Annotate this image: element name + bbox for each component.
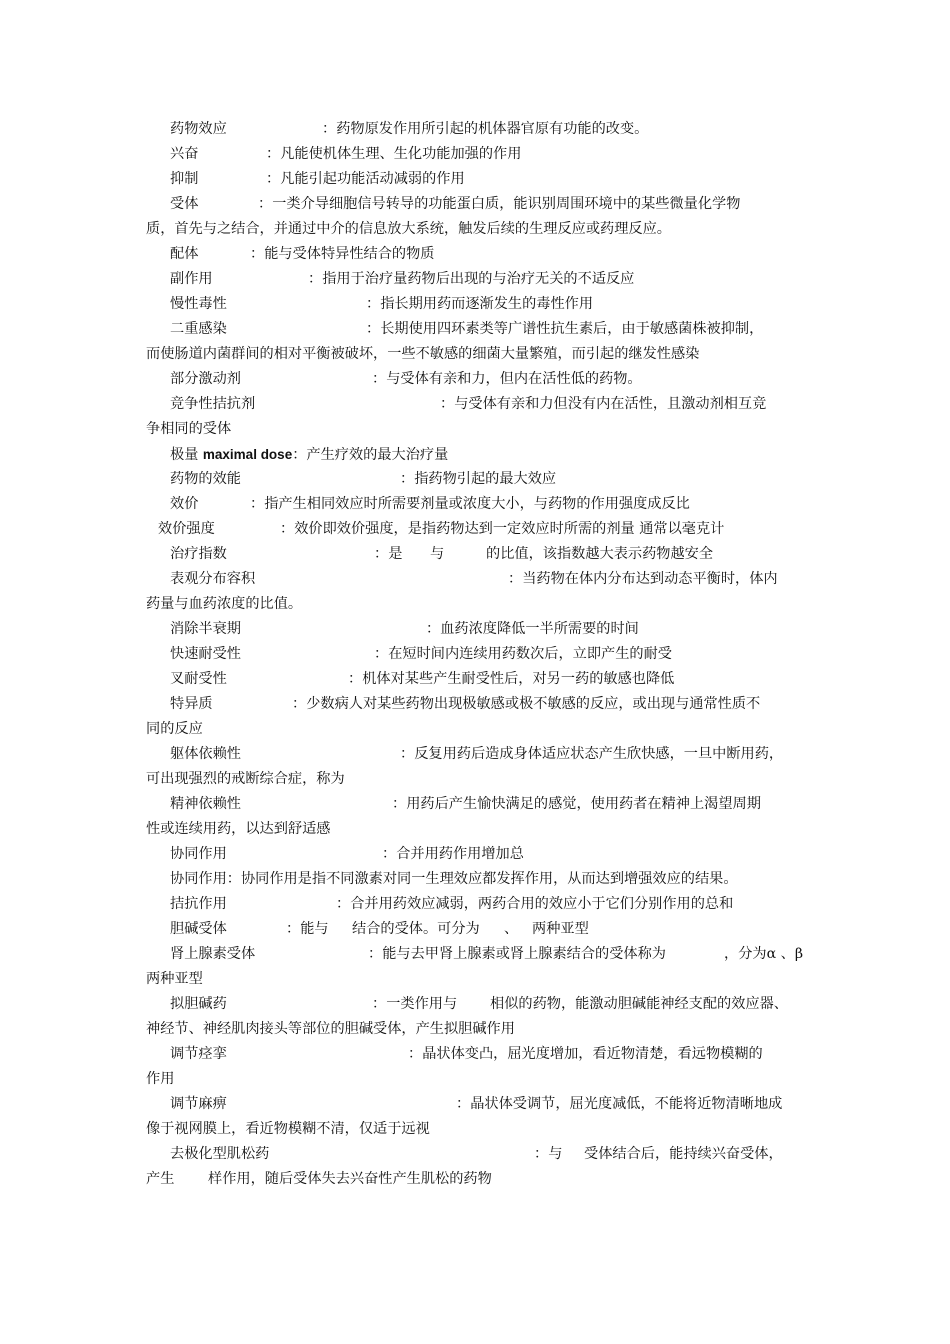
entry-half-life — [146, 617, 810, 642]
definition-continued: 两种亚型 — [146, 971, 203, 987]
definition-continued: 同的反应 — [146, 721, 203, 737]
definition: ：合并用药作用增加总 — [382, 846, 524, 862]
term: 受体 — [170, 196, 199, 212]
entry-accommodation-spasm — [146, 1042, 810, 1092]
term: 拮抗作用 — [170, 896, 227, 912]
definition: ：指用于治疗量药物后出现的与治疗无关的不适反应 — [308, 271, 635, 287]
definition: ：机体对某些产生耐受性后，对另一药的敏感也降低 — [348, 671, 675, 687]
entry-efficacy — [146, 467, 810, 492]
definition: ：用药后产生愉快满足的感觉，使用药者在精神上渴望周期 — [392, 796, 761, 812]
entry-tachyphylaxis — [146, 642, 810, 667]
definition: ：指药物引起的最大效应 — [400, 471, 557, 487]
entry-physical-dependence — [146, 742, 810, 792]
definition-continued: 质，首先与之结合，并通过中介的信息放大系统，触发后续的生理反应或药理反应。 — [146, 221, 671, 237]
term: 二重感染 — [170, 321, 227, 337]
entry-partial-agonist — [146, 367, 810, 392]
definition-continued: 像于视网膜上，看近物模糊不清，仅适于远视 — [146, 1121, 430, 1137]
term: 肾上腺素受体 — [170, 946, 256, 962]
definition: ：与受体有亲和力但没有内在活性，且激动剂相互竞 — [440, 396, 767, 412]
definition-continued: 可出现强烈的戒断综合症，称为 — [146, 771, 345, 787]
entry-therapeutic-index: 治疗指数 ：是 与 的比值，该指数越大表示药物越安全 — [146, 542, 810, 567]
definition: ：产生疗效的最大治疗量 — [292, 447, 449, 463]
definition: ：效价即效价强度，是指药物达到一定效应时所需的剂量 通常以毫克计 — [280, 521, 725, 537]
term: 药物的效能 — [170, 471, 241, 487]
definition-continued: 而使肠道内菌群间的相对平衡被破坏，一些不敏感的细菌大量繁殖，而引起的继发性感染 — [146, 346, 700, 362]
definition: ：指产生相同效应时所需要剂量或浓度大小，与药物的作用强度成反比 — [250, 496, 690, 512]
term: 部分激动剂 — [170, 371, 241, 387]
term: 效价 — [170, 496, 199, 512]
entry-antagonism — [146, 892, 810, 917]
entry-psychic-dependence — [146, 792, 810, 842]
entry-synergism-2: 协同作用：协同作用是指不同激素对同一生理效应都发挥作用，从而达到增强效应的结果。 — [170, 871, 738, 887]
entry-drug-effect — [146, 117, 810, 142]
term: 治疗指数 — [170, 546, 227, 562]
definition: ：长期使用四环素类等广谱性抗生素后，由于敏感菌株被抑制， — [366, 321, 764, 337]
term: 快速耐受性 — [170, 646, 241, 662]
entry-idiosyncrasy — [146, 692, 810, 742]
term: 配体 — [170, 246, 199, 262]
term: 副作用 — [170, 271, 213, 287]
entry-accommodation-paralysis — [146, 1092, 810, 1142]
entry-depolarizing-relaxant: 去极化型肌松药 ：与 受体结合后，能持续兴奋受体， 产生 样作用，随后受体失去兴奋性产生肌松的药物 — [146, 1142, 810, 1192]
entry-side-effect — [146, 267, 810, 292]
term-english: maximal dose — [202, 447, 293, 462]
term: 叉耐受性 — [170, 671, 227, 687]
entry-excitation — [146, 142, 810, 167]
term: 调节痉挛 — [170, 1046, 227, 1062]
definition-continued: 作用 — [146, 1071, 175, 1087]
term: 精神依赖性 — [170, 796, 241, 812]
definition: ：晶状体受调节，屈光度减低，不能将近物清晰地成 — [456, 1096, 783, 1112]
term: 极量 — [170, 447, 199, 463]
definition: ：与受体有亲和力，但内在活性低的药物。 — [372, 371, 642, 387]
term: 药物效应 — [170, 121, 227, 137]
definition: ：凡能使机体生理、生化功能加强的作用 — [266, 146, 522, 162]
definition-continued: 争相同的受体 — [146, 421, 232, 437]
term: 慢性毒性 — [170, 296, 227, 312]
definition: ：晶状体变凸，屈光度增加，看近物清楚，看远物模糊的 — [408, 1046, 763, 1062]
term: 胆碱受体 — [170, 921, 227, 937]
entry-receptor — [146, 192, 810, 242]
entry-inhibition — [146, 167, 810, 192]
definition-continued: 药量与血药浓度的比值。 — [146, 596, 303, 612]
definition: ：指长期用药而逐渐发生的毒性作用 — [366, 296, 594, 312]
entry-competitive-antagonist — [146, 392, 810, 442]
definition: ：能与受体特异性结合的物质 — [250, 246, 435, 262]
term: 竞争性拮抗剂 — [170, 396, 256, 412]
definition: ：凡能引起功能活动减弱的作用 — [266, 171, 465, 187]
term: 表观分布容积 — [170, 571, 256, 587]
term: 躯体依赖性 — [170, 746, 241, 762]
definition: ：一类介导细胞信号转导的功能蛋白质，能识别周围环境中的某些微量化学物 — [258, 196, 741, 212]
entry-adrenoceptor: 肾上腺素受体 ：能与去甲肾上腺素或肾上腺素结合的受体称为 ，分为α 、β 两种亚型 — [146, 942, 810, 992]
term: 调节麻痹 — [170, 1096, 227, 1112]
definition: ：药物原发作用所引起的机体器官原有功能的改变。 — [322, 121, 649, 137]
term: 特异质 — [170, 696, 213, 712]
definition: ：血药浓度降低一半所需要的时间 — [426, 621, 639, 637]
entry-cholinomimetic: 拟胆碱药 ：一类作用与 相似的药物，能激动胆碱能神经支配的效应器、 神经节、神经肌肉接头等部位的胆碱受体，产生拟胆碱作用 — [146, 992, 810, 1042]
entry-synergism — [146, 842, 810, 867]
definition: ：在短时间内连续用药数次后，立即产生的耐受 — [374, 646, 672, 662]
entry-potency — [146, 492, 810, 517]
definition: ：当药物在体内分布达到动态平衡时，体内 — [508, 571, 778, 587]
entry-apparent-volume — [146, 567, 810, 617]
entry-superinfection — [146, 317, 810, 367]
definition: ：合并用药效应减弱，两药合用的效应小于它们分别作用的总和 — [336, 896, 734, 912]
entry-cholinoceptor: 胆碱受体 ：能与 结合的受体。可分为 、 两种亚型 — [146, 917, 810, 942]
entry-cross-tolerance — [146, 667, 810, 692]
definition: ：少数病人对某些药物出现极敏感或极不敏感的反应，或出现与通常性质不 — [292, 696, 761, 712]
term: 协同作用 — [170, 846, 227, 862]
definition-continued: 神经节、神经肌肉接头等部位的胆碱受体，产生拟胆碱作用 — [146, 1021, 515, 1037]
definition: ：反复用药后造成身体适应状态产生欣快感，一旦中断用药， — [400, 746, 784, 762]
definition-continued: 性或连续用药，以达到舒适感 — [146, 821, 331, 837]
term: 兴奋 — [170, 146, 199, 162]
entry-ligand — [146, 242, 810, 267]
term: 消除半衰期 — [170, 621, 241, 637]
entry-chronic-toxicity — [146, 292, 810, 317]
term: 拟胆碱药 — [170, 996, 227, 1012]
term: 去极化型肌松药 — [170, 1146, 270, 1162]
term: 效价强度 — [158, 521, 215, 537]
term: 抑制 — [170, 171, 199, 187]
entry-maximal-dose — [146, 442, 810, 468]
entry-potency-strength — [158, 517, 822, 542]
